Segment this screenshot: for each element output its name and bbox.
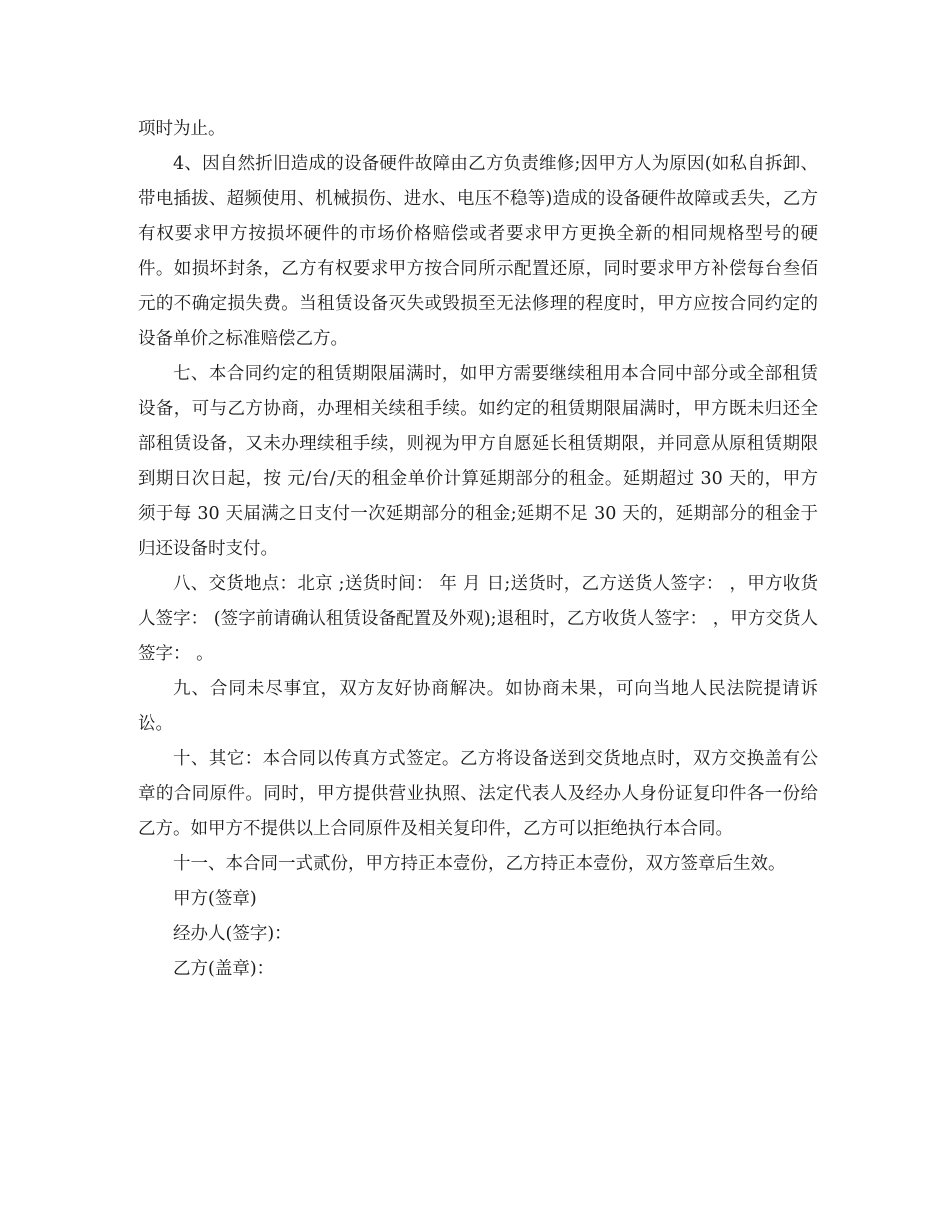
paragraph-clause-9: 九、合同未尽事宜，双方友好协商解决。如协商未果，可向当地人民法院提请诉讼。 xyxy=(138,679,818,734)
paragraph-clause-11: 十一、本合同一式贰份，甲方持正本壹份，乙方持正本壹份，双方签章后生效。 xyxy=(173,854,786,874)
paragraph-clause-8: 八、交货地点：北京 ;送货时间： 年 月 日;送货时，乙方送货人签字： ，甲方收货人签字： (签字前请确认租赁设备配置及外观);退租时，乙方收货人签字： ，甲方交货人签字： 。 xyxy=(138,574,818,664)
paragraph-clause-10: 十、其它：本合同以传真方式签定。乙方将设备送到交货地点时，双方交换盖有公章的合同原件。同时，甲方提供营业执照、法定代表人及经办人身份证复印件各一份给乙方。如甲方不提供以上合同原件及相关复印件，乙方可以拒绝执行本合同。 xyxy=(138,749,818,839)
paragraph-clause-7: 七、本合同约定的租赁期限届满时，如甲方需要继续租用本合同中部分或全部租赁设备，可与乙方协商，办理相关续租手续。如约定的租赁期限届满时，甲方既未归还全部租赁设备，又未办理续租手续，则视为甲方自愿延长租赁期限，并同意从原租赁期限到期日次日起，按 元/台/天的租金单价计算延期部分的租金。延期超过 30 天的，甲方须于每 30 天届满之日支付一次延期部分的租金;延期不足 30 天的，延期部分的租金于归还设备时支付。 xyxy=(138,364,818,559)
signature-agent: 经办人(签字)： xyxy=(173,924,292,944)
paragraph-clause-4: 4、因自然折旧造成的设备硬件故障由乙方负责维修;因甲方人为原因(如私自拆卸、带电插拔、超频使用、机械损伤、进水、电压不稳等)造成的设备硬件故障或丢失，乙方有权要求甲方按损坏硬件的市场价格赔偿或者要求甲方更换全新的相同规格型号的硬件。如损坏封条，乙方有权要求甲方按合同所示配置还原，同时要求甲方补偿每台叁佰元的不确定损失费。当租赁设备灭失或毁损至无法修理的程度时，甲方应按合同约定的设备单价之标准赔偿乙方。 xyxy=(138,154,818,349)
paragraph-continuation: 项时为止。 xyxy=(138,119,226,139)
signature-party-a: 甲方(签章) xyxy=(173,889,257,909)
signature-party-b: 乙方(盖章)： xyxy=(173,959,275,979)
document-page xyxy=(138,112,818,987)
